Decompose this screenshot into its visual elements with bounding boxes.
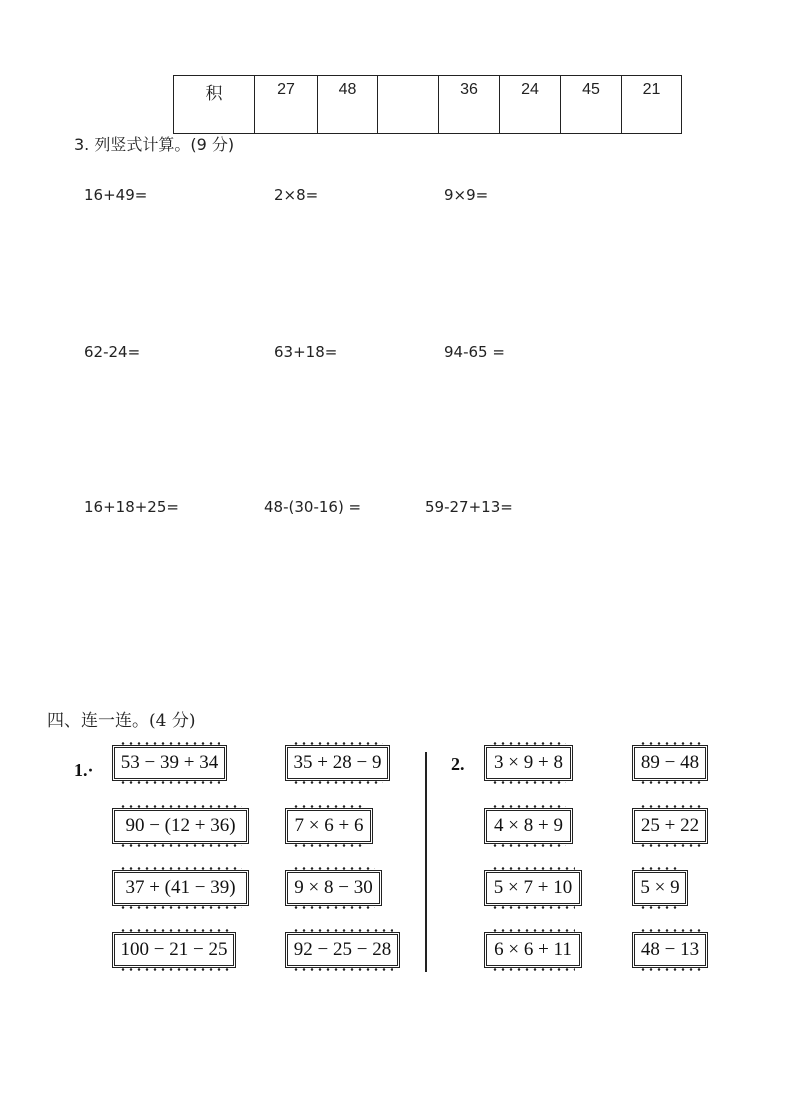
table-cell: 21 (622, 76, 682, 134)
section-3-title: 3. 列竖式计算。(9 分) (74, 135, 235, 154)
expression-box[interactable]: 37 + (41 − 39) (112, 870, 249, 906)
table-row (174, 76, 682, 134)
expression-box[interactable]: 92 − 25 − 28 (285, 932, 400, 968)
calc-problem: 62-24= (84, 343, 141, 361)
table-cell: 36 (439, 76, 500, 134)
expression-box[interactable]: 3 × 9 + 8 (484, 745, 573, 781)
expression-box[interactable]: 89 − 48 (632, 745, 708, 781)
expression-box[interactable]: 7 × 6 + 6 (285, 808, 373, 844)
expression-box[interactable]: 9 × 8 − 30 (285, 870, 382, 906)
expression-box[interactable]: 100 − 21 − 25 (112, 932, 236, 968)
divider-line (425, 752, 427, 972)
table-cell: 48 (318, 76, 378, 134)
table-cell: 45 (561, 76, 622, 134)
expression-box[interactable]: 25 + 22 (632, 808, 708, 844)
calc-problem: 16+18+25= (84, 498, 179, 516)
calc-problem: 16+49= (84, 186, 148, 204)
section-4-title: 四、连一连。(4 分) (47, 711, 196, 731)
product-table (173, 75, 682, 134)
calc-problem: 94-65 = (444, 343, 505, 361)
calc-problem: 48-(30-16) = (264, 498, 362, 516)
calc-problem: 2×8= (274, 186, 319, 204)
table-label-cell: 积 (174, 76, 255, 134)
expression-box[interactable]: 53 − 39 + 34 (112, 745, 227, 781)
calc-problem: 59-27+13= (425, 498, 513, 516)
expression-box[interactable]: 90 − (12 + 36) (112, 808, 249, 844)
group-2-label: 2. (451, 754, 465, 774)
group-1-label: 1.· (74, 760, 94, 780)
table-cell: 24 (500, 76, 561, 134)
expression-box[interactable]: 6 × 6 + 11 (484, 932, 582, 968)
expression-box[interactable]: 48 − 13 (632, 932, 708, 968)
expression-box[interactable]: 35 + 28 − 9 (285, 745, 390, 781)
calc-problem: 63+18= (274, 343, 338, 361)
table-cell-blank[interactable] (378, 76, 439, 134)
expression-box[interactable]: 5 × 7 + 10 (484, 870, 582, 906)
expression-box[interactable]: 4 × 8 + 9 (484, 808, 573, 844)
calc-problem: 9×9= (444, 186, 489, 204)
expression-box[interactable]: 5 × 9 (632, 870, 688, 906)
table-cell: 27 (255, 76, 318, 134)
